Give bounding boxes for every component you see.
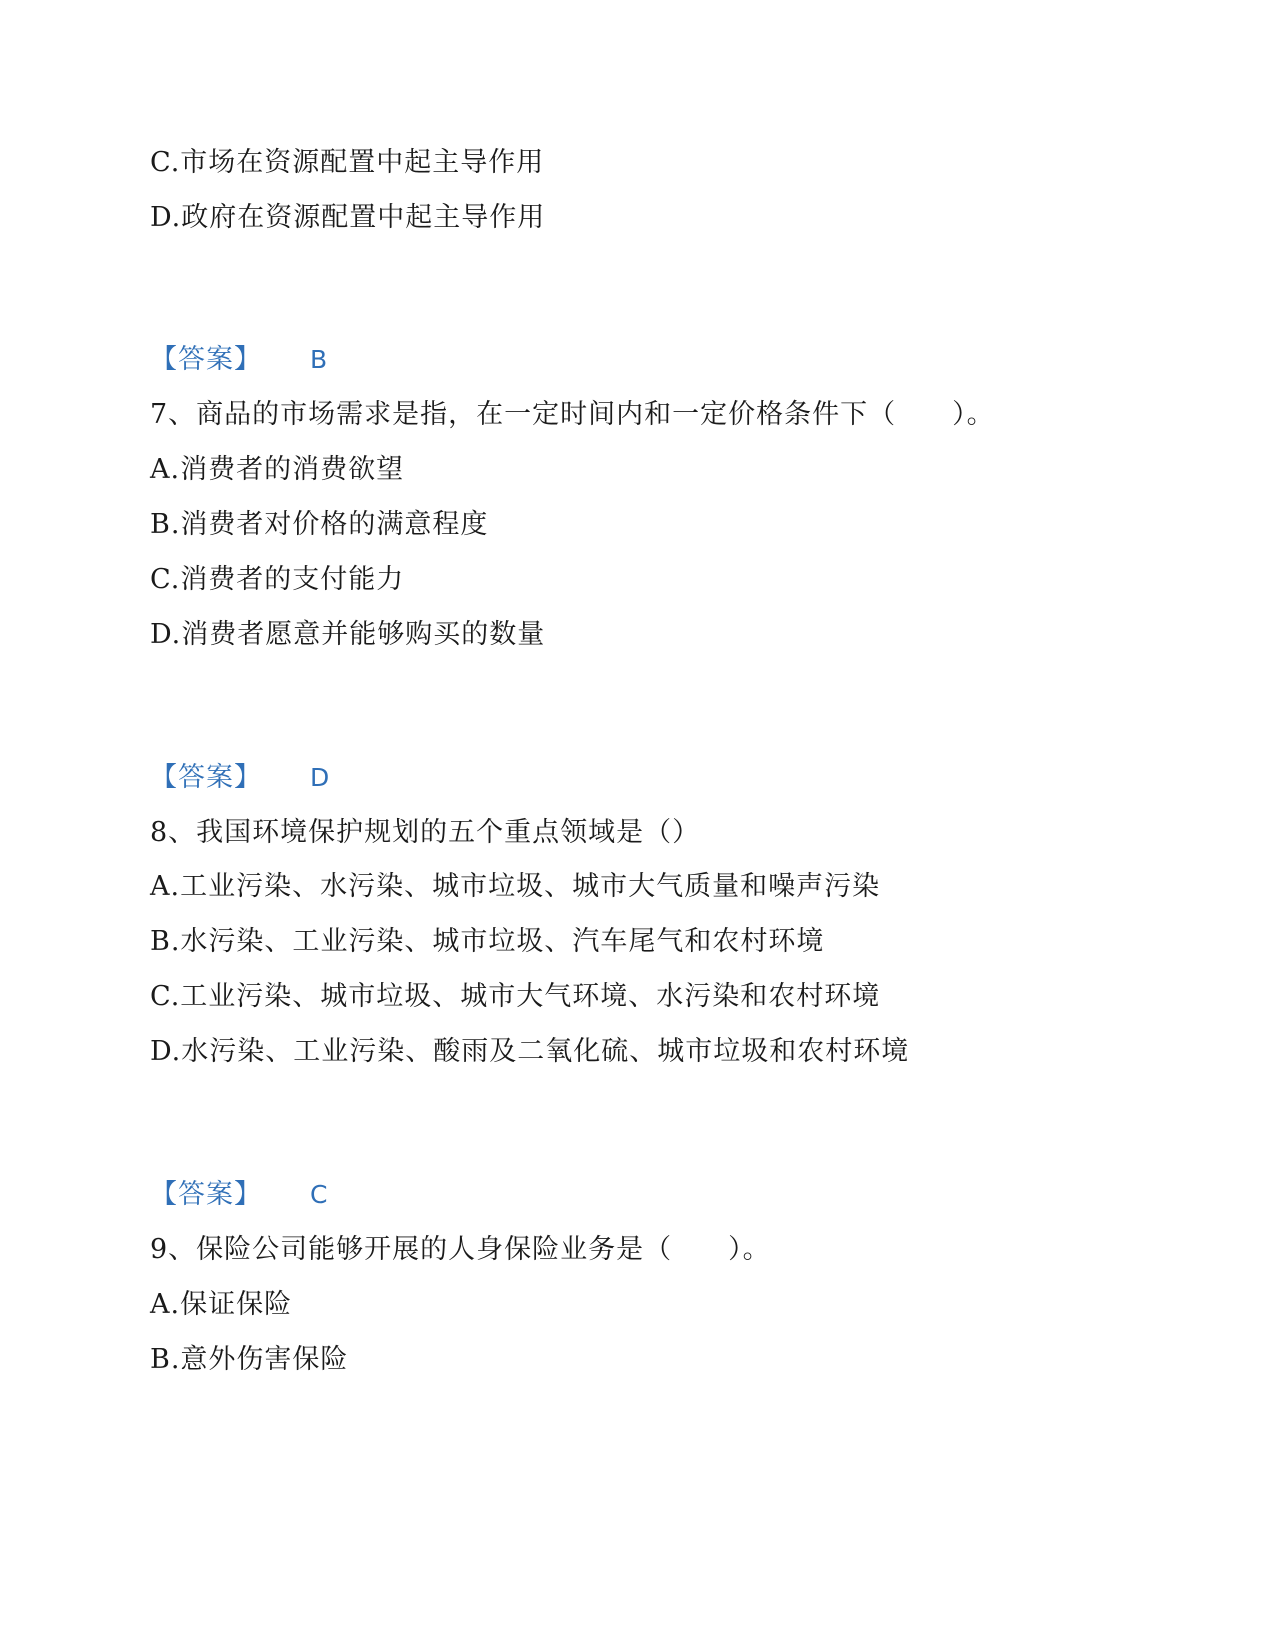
q9-option-b: B.意外伤害保险: [150, 1344, 349, 1375]
answer-8: [150, 1177, 327, 1213]
q8-option-b: B.水污染、工业污染、城市垃圾、汽车尾气和农村环境: [150, 926, 825, 957]
q9-option-a: A.保证保险: [150, 1289, 293, 1320]
answer-tag: 【答案】: [150, 1179, 262, 1210]
q9-stem: 9、保险公司能够开展的人身保险业务是（ ）。: [150, 1234, 771, 1265]
q6-option-d: D.政府在资源配置中起主导作用: [150, 202, 546, 233]
answer-6: [150, 342, 327, 378]
answer-tag: 【答案】: [150, 344, 262, 375]
q7-option-a: A.消费者的消费欲望: [150, 454, 405, 485]
q7-option-d: D.消费者愿意并能够购买的数量: [150, 619, 546, 650]
q7-option-c: C.消费者的支付能力: [150, 564, 405, 595]
q7-option-b: B.消费者对价格的满意程度: [150, 509, 489, 540]
q8-option-c: C.工业污染、城市垃圾、城市大气环境、水污染和农村环境: [150, 981, 881, 1012]
q8-option-a: A.工业污染、水污染、城市垃圾、城市大气质量和噪声污染: [150, 871, 881, 902]
q8-option-d: D.水污染、工业污染、酸雨及二氧化硫、城市垃圾和农村环境: [150, 1036, 910, 1067]
answer-7: [150, 760, 329, 796]
answer-value: C: [310, 1180, 328, 1209]
answer-value: D: [310, 763, 330, 792]
q7-stem: 7、商品的市场需求是指，在一定时间内和一定价格条件下（ ）。: [150, 399, 995, 430]
answer-tag: 【答案】: [150, 762, 262, 793]
q8-stem: 8、我国环境保护规划的五个重点领域是（）: [150, 817, 701, 848]
q6-option-c: C.市场在资源配置中起主导作用: [150, 147, 545, 178]
answer-value: B: [310, 345, 328, 374]
